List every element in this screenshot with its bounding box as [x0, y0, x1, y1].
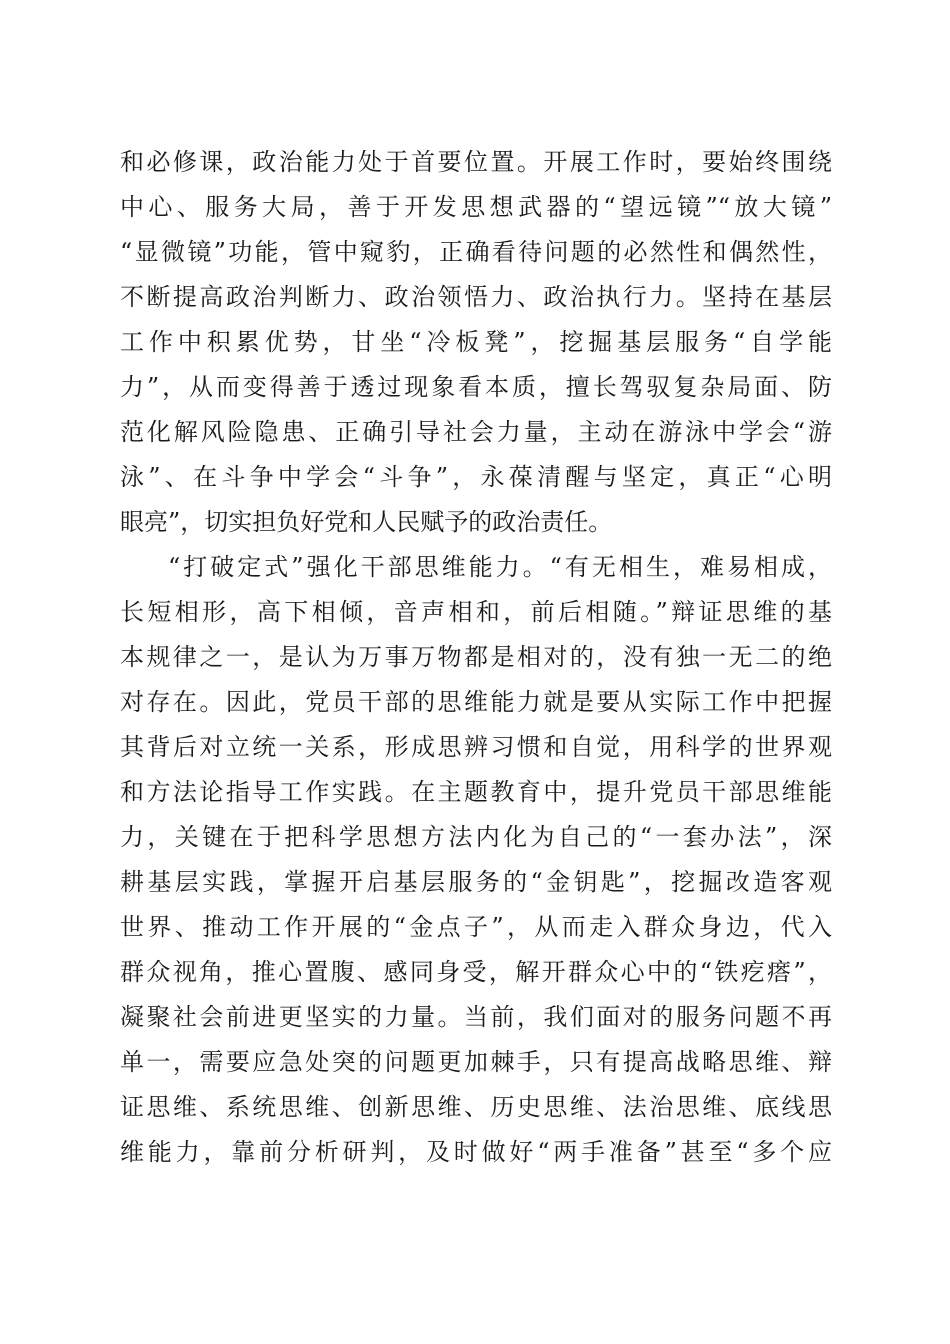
body-text — [120, 140, 832, 1175]
text-line: 眼亮”，切实担负好党和人民赋予的政治责任。 — [120, 508, 613, 536]
text-line: 单一，需要应急处突的问题更加棘手，只有提高战略思维、辩 — [120, 1048, 832, 1076]
text-line: 长短相形，高下相倾，音声相和，前后相随。”辩证思维的基 — [120, 598, 832, 626]
text-line: 泳”、在斗争中学会“斗争”，永葆清醒与坚定，真正“心明 — [120, 463, 832, 491]
text-line: 世界、推动工作开展的“金点子”，从而走入群众身边，代入 — [120, 913, 832, 941]
paragraph-political-ability — [120, 140, 832, 545]
text-line: 群众视角，推心置腹、感同身受，解开群众心中的“铁疙瘩”， — [120, 958, 832, 986]
text-line: 对存在。因此，党员干部的思维能力就是要从实际工作中把握 — [120, 688, 832, 716]
text-line: “打破定式”强化干部思维能力。“有无相生，难易相成， — [168, 553, 832, 581]
text-line: 凝聚社会前进更坚实的力量。当前，我们面对的服务问题不再 — [120, 1003, 832, 1031]
paragraph-thinking-ability — [120, 545, 832, 1175]
text-line: 中心、服务大局，善于开发思想武器的“望远镜”“放大镜” — [120, 193, 832, 221]
text-line: 和方法论指导工作实践。在主题教育中，提升党员干部思维能 — [120, 778, 832, 806]
text-line: 本规律之一，是认为万事万物都是相对的，没有独一无二的绝 — [120, 643, 832, 671]
text-line: “显微镜”功能，管中窥豹，正确看待问题的必然性和偶然性， — [120, 238, 832, 266]
text-line: 耕基层实践，掌握开启基层服务的“金钥匙”，挖掘改造客观 — [120, 868, 832, 896]
text-line: 证思维、系统思维、创新思维、历史思维、法治思维、底线思 — [120, 1093, 832, 1121]
text-line: 和必修课，政治能力处于首要位置。开展工作时，要始终围绕 — [120, 148, 832, 176]
text-line: 范化解风险隐患、正确引导社会力量，主动在游泳中学会“游 — [120, 418, 832, 446]
text-line: 力”，从而变得善于透过现象看本质，擅长驾驭复杂局面、防 — [120, 373, 832, 401]
text-line: 维能力，靠前分析研判，及时做好“两手准备”甚至“多个应 — [120, 1138, 832, 1166]
text-line: 不断提高政治判断力、政治领悟力、政治执行力。坚持在基层 — [120, 283, 832, 311]
text-line: 工作中积累优势，甘坐“冷板凳”，挖掘基层服务“自学能 — [120, 328, 832, 356]
text-line: 力，关键在于把科学思想方法内化为自己的“一套办法”，深 — [120, 823, 832, 851]
text-line: 其背后对立统一关系，形成思辨习惯和自觉，用科学的世界观 — [120, 733, 832, 761]
